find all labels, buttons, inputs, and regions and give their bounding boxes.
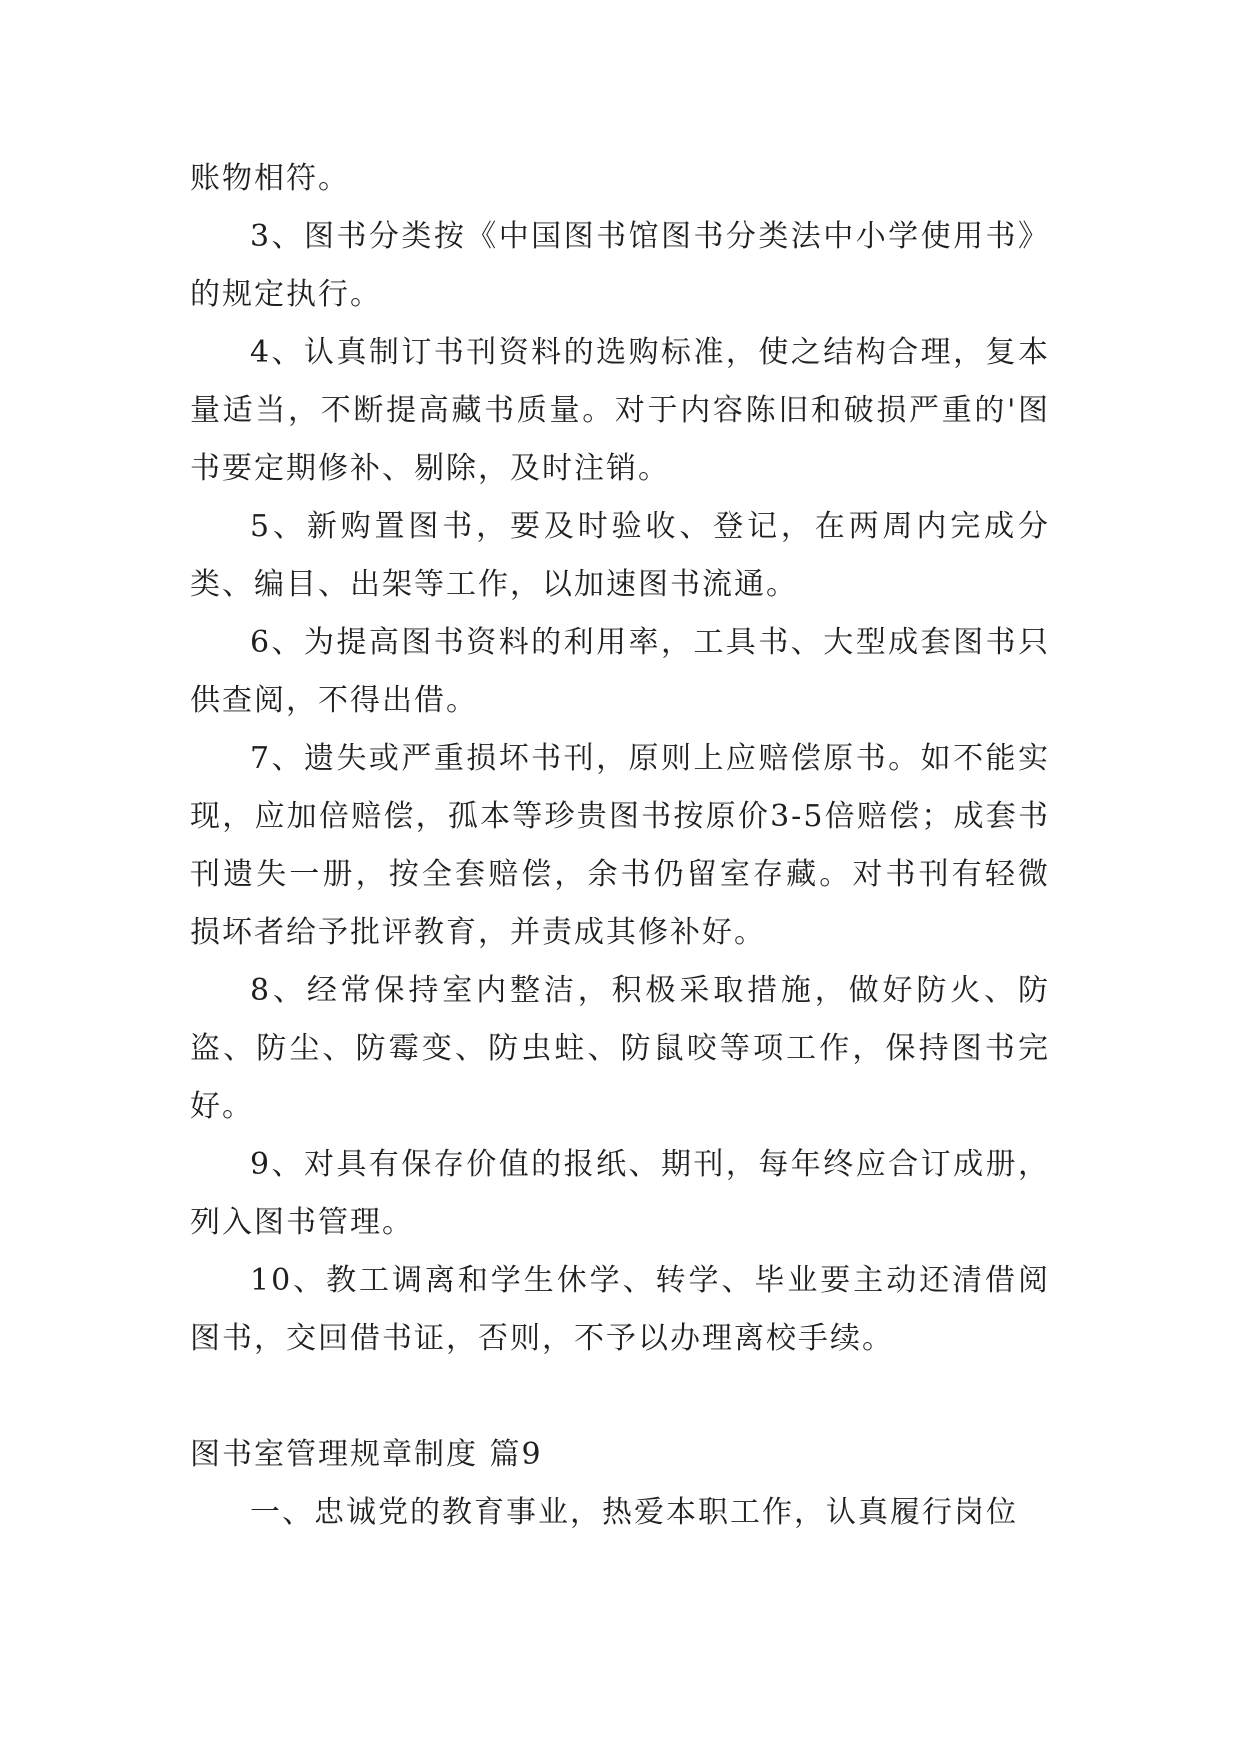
paragraph-rule-10: 10、教工调离和学生休学、转学、毕业要主动还清借阅图书，交回借书证，否则，不予以办理离校手续。 [190,1263,1050,1356]
paragraph-continuation: 账物相符。 [190,161,350,196]
section-gap [190,1368,1050,1426]
paragraph-rule-3: 3、图书分类按《中国图书馆图书分类法中小学使用书》的规定执行。 [190,219,1050,312]
paragraph-section-1: 一、忠诚党的教育事业，热爱本职工作，认真履行岗位 [250,1495,1018,1530]
section-heading: 图书室管理规章制度 篇9 [190,1437,543,1472]
document-body [190,150,1050,1542]
paragraph-rule-9: 9、对具有保存价值的报纸、期刊，每年终应合订成册，列入图书管理。 [190,1147,1050,1240]
paragraph-rule-7: 7、遗失或严重损坏书刊，原则上应赔偿原书。如不能实现，应加倍赔偿，孤本等珍贵图书按原价3-5倍赔偿；成套书刊遗失一册，按全套赔偿，余书仍留室存藏。对书刊有轻微损坏者给予批评教育，并责成其修补好。 [190,741,1050,950]
paragraph-rule-4: 4、认真制订书刊资料的选购标准，使之结构合理，复本量适当，不断提高藏书质量。对于内容陈旧和破损严重的'图书要定期修补、剔除，及时注销。 [190,335,1050,486]
paragraph-rule-6: 6、为提高图书资料的利用率，工具书、大型成套图书只供查阅，不得出借。 [190,625,1050,718]
paragraph-rule-5: 5、新购置图书，要及时验收、登记，在两周内完成分类、编目、出架等工作，以加速图书流通。 [190,509,1050,602]
paragraph-rule-8: 8、经常保持室内整洁，积极采取措施，做好防火、防盗、防尘、防霉变、防虫蛀、防鼠咬等项工作，保持图书完好。 [190,973,1050,1124]
